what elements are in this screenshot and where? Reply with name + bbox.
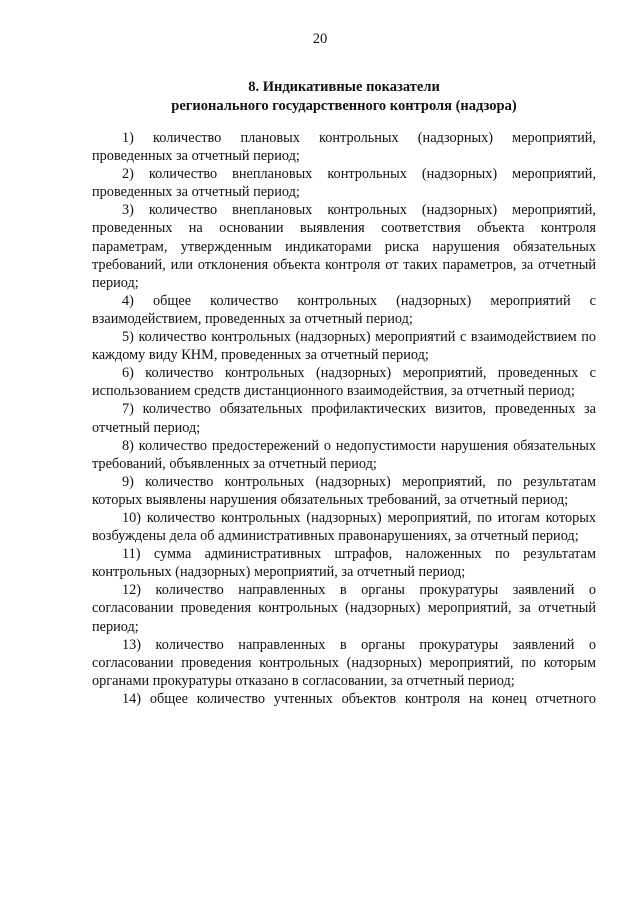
list-item: 1) количество плановых контрольных (надзорных) мероприятий, проведенных за отчетный период; bbox=[92, 130, 596, 165]
list-item: 13) количество направленных в органы прокуратуры заявлений о согласовании проведения контрольных (надзорных) мероприятий, по которым органами прокуратуры отказано в согласовании, за отчетный период; bbox=[92, 636, 596, 689]
section-heading bbox=[92, 78, 596, 116]
list-item: 3) количество внеплановых контрольных (надзорных) мероприятий, проведенных на основании выявления соответствия объекта контроля параметрам, утвержденным индикаторами риска нарушения обязательных требований, или отклонения объекта контроля от таких параметров, за отчетный период; bbox=[92, 202, 596, 291]
section-heading-line-1: 8. Индикативные показатели bbox=[248, 79, 440, 95]
page-number: 20 bbox=[312, 31, 328, 47]
list-item: 12) количество направленных в органы прокуратуры заявлений о согласовании проведения контрольных (надзорных) мероприятий, за отчетный период; bbox=[92, 582, 596, 635]
list-item: 5) количество контрольных (надзорных) мероприятий с взаимодействием по каждому виду КНМ, проведенных за отчетный период; bbox=[92, 329, 596, 364]
list-item: 4) общее количество контрольных (надзорных) мероприятий с взаимодействием, проведенных за отчетный период; bbox=[92, 292, 596, 327]
list-item: 7) количество обязательных профилактических визитов, проведенных за отчетный период; bbox=[92, 401, 596, 436]
section-heading-line-2: регионального государственного контроля (надзора) bbox=[171, 98, 517, 114]
list-item: 8) количество предостережений о недопустимости нарушения обязательных требований, объявленных за отчетный период; bbox=[92, 437, 596, 472]
list-item: 14) общее количество учтенных объектов контроля на конец отчетного bbox=[122, 690, 596, 707]
list-item: 9) количество контрольных (надзорных) мероприятий, по результатам которых выявлены нарушения обязательных требований, за отчетный период; bbox=[92, 473, 596, 508]
list-item: 6) количество контрольных (надзорных) мероприятий, проведенных с использованием средств дистанционного взаимодействия, за отчетный период; bbox=[92, 365, 596, 400]
indicator-list bbox=[92, 129, 596, 708]
list-item: 2) количество внеплановых контрольных (надзорных) мероприятий, проведенных за отчетный период; bbox=[92, 166, 596, 201]
list-item: 10) количество контрольных (надзорных) мероприятий, по итогам которых возбуждены дела об административных правонарушениях, за отчетный период; bbox=[92, 509, 596, 545]
list-item: 11) сумма административных штрафов, наложенных по результатам контрольных (надзорных) мероприятий, за отчетный период; bbox=[92, 546, 596, 581]
